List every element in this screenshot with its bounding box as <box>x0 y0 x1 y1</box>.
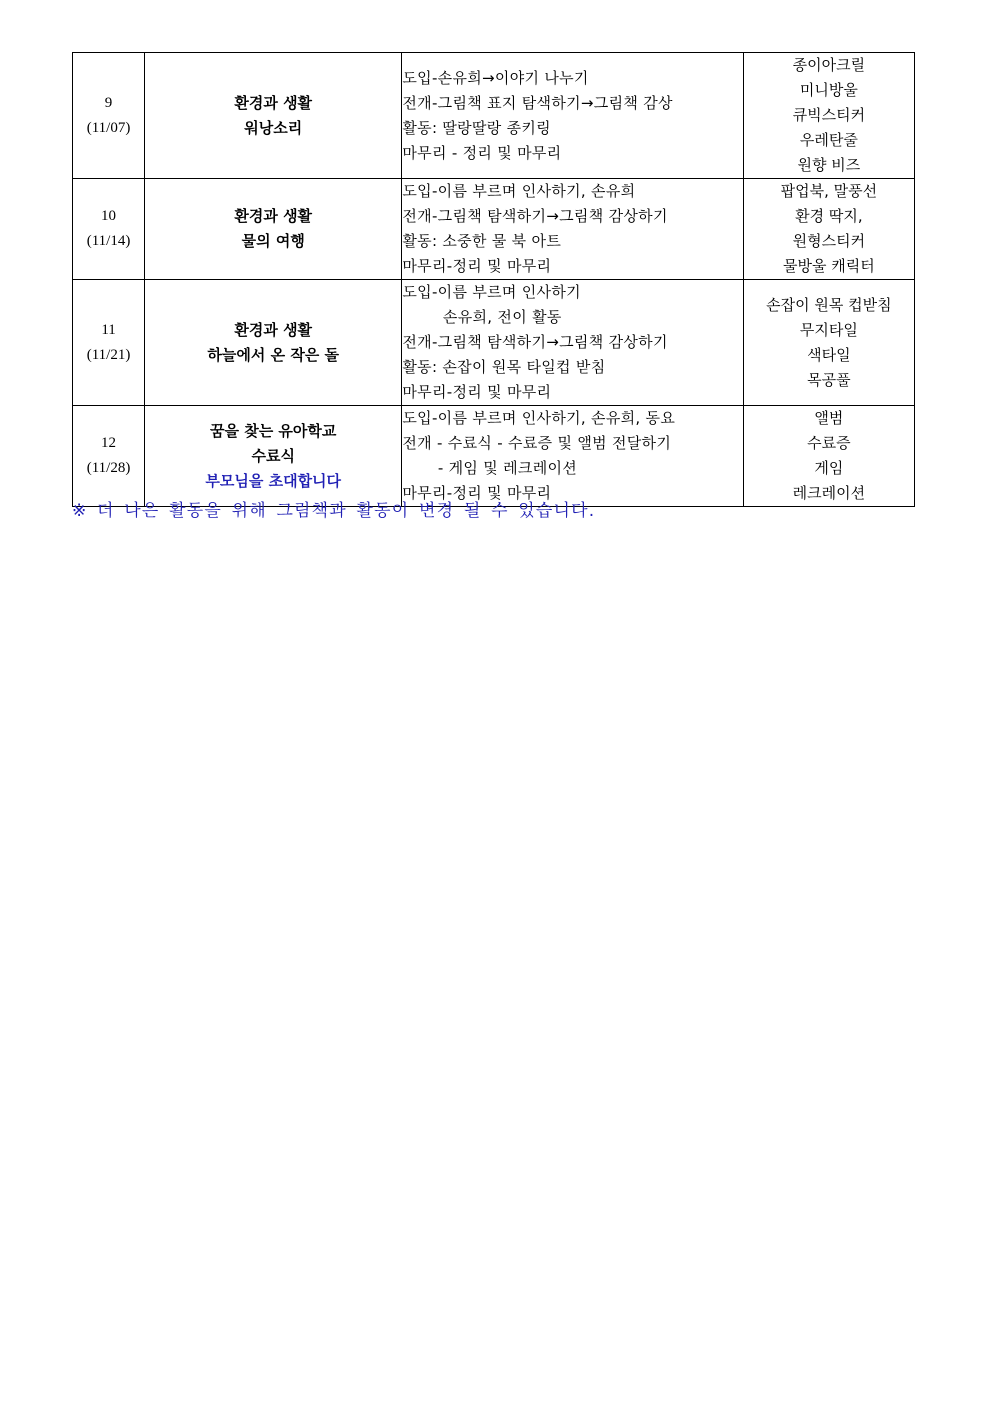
materials-cell <box>743 406 914 507</box>
theme-title: 꿈을 찾는 유아학교 <box>210 421 337 440</box>
week-date: (11/14) <box>86 233 131 249</box>
material-item: 목공풀 <box>807 370 851 389</box>
theme-subtitle: 하늘에서 온 작은 돌 <box>207 345 340 364</box>
activity-line: 전개-그림책 표지 탐색하기→그림책 감상 <box>402 93 673 112</box>
theme-cell <box>145 280 402 406</box>
footnote: ※ 더 나은 활동을 위해 그림책과 활동이 변경 될 수 있습니다. <box>72 501 596 521</box>
theme-title: 환경과 생활 <box>234 207 313 225</box>
material-item: 색타일 <box>807 345 851 364</box>
material-item: 손잡이 원목 컵받침 <box>766 295 892 314</box>
week-date: (11/21) <box>86 346 131 363</box>
material-item: 앨범 <box>814 409 844 427</box>
week-number: 11 <box>101 321 116 338</box>
week-number: 10 <box>101 208 117 224</box>
activity-line: 손유희, 전이 활동 <box>402 308 562 326</box>
material-item: 물방울 캐릭터 <box>783 257 875 275</box>
activity-line: 도입-손유희→이야기 나누기 <box>402 68 589 87</box>
table-row <box>73 280 915 406</box>
material-item: 우레탄줄 <box>799 131 858 149</box>
theme-cell <box>145 179 402 280</box>
material-item: 레크레이션 <box>792 484 866 502</box>
activity-line: 전개-그림책 탐색하기→그림책 감상하기 <box>402 207 668 225</box>
activity-line: 도입-이름 부르며 인사하기, 손유희, 동요 <box>402 409 676 427</box>
week-cell <box>73 406 145 507</box>
week-date: (11/07) <box>86 119 131 136</box>
activity-cell <box>402 406 743 507</box>
activity-line: 마무리-정리 및 마무리 <box>402 484 552 502</box>
theme-cell <box>145 53 402 179</box>
material-item: 게임 <box>814 459 844 477</box>
week-date: (11/28) <box>86 460 131 476</box>
materials-cell <box>743 53 914 179</box>
material-item: 미니방울 <box>799 81 858 99</box>
parent-invitation: 부모님을 초대합니다 <box>205 471 342 490</box>
material-item: 환경 딱지, <box>795 207 863 225</box>
activity-line: 마무리-정리 및 마무리 <box>402 257 552 275</box>
activity-line: 활동: 소중한 물 북 아트 <box>402 232 562 250</box>
activity-line: - 게임 및 레크레이션 <box>402 459 578 477</box>
materials-cell <box>743 179 914 280</box>
theme-subtitle: 물의 여행 <box>241 232 305 250</box>
activity-line: 마무리-정리 및 마무리 <box>402 383 552 401</box>
material-item: 원향 비즈 <box>797 156 861 174</box>
activity-line: 도입-이름 부르며 인사하기 <box>402 283 581 301</box>
material-item: 큐빅스티커 <box>792 106 866 124</box>
materials-cell <box>743 280 914 406</box>
week-cell <box>73 280 145 406</box>
table-row <box>73 53 915 179</box>
material-item: 무지타일 <box>799 320 858 339</box>
activity-cell <box>402 53 743 179</box>
activity-line: 전개-그림책 탐색하기→그림책 감상하기 <box>402 333 668 351</box>
table-row <box>73 179 915 280</box>
activity-line: 전개 - 수료식 - 수료증 및 앨범 전달하기 <box>402 434 672 452</box>
material-item: 종이아크릴 <box>792 56 866 74</box>
activity-cell <box>402 179 743 280</box>
theme-title: 환경과 생활 <box>234 320 313 339</box>
material-item: 수료증 <box>807 434 851 452</box>
activity-line: 마무리 - 정리 및 마무리 <box>402 143 562 162</box>
week-cell <box>73 53 145 179</box>
theme-subtitle: 수료식 <box>251 446 295 465</box>
activity-cell <box>402 280 743 406</box>
week-cell <box>73 179 145 280</box>
week-number: 12 <box>101 435 117 451</box>
week-number: 9 <box>104 94 113 111</box>
material-item: 원형스티커 <box>792 232 866 250</box>
theme-title: 환경과 생활 <box>234 93 313 112</box>
activity-line: 도입-이름 부르며 인사하기, 손유희 <box>402 182 636 200</box>
theme-cell <box>145 406 402 507</box>
theme-subtitle: 워낭소리 <box>244 118 303 137</box>
table-row <box>73 406 915 507</box>
lesson-plan-table <box>72 52 915 507</box>
activity-line: 활동: 손잡이 원목 타일컵 받침 <box>402 358 606 376</box>
material-item: 팝업북, 말풍선 <box>780 182 878 200</box>
activity-line: 활동: 딸랑딸랑 종키링 <box>402 118 551 137</box>
